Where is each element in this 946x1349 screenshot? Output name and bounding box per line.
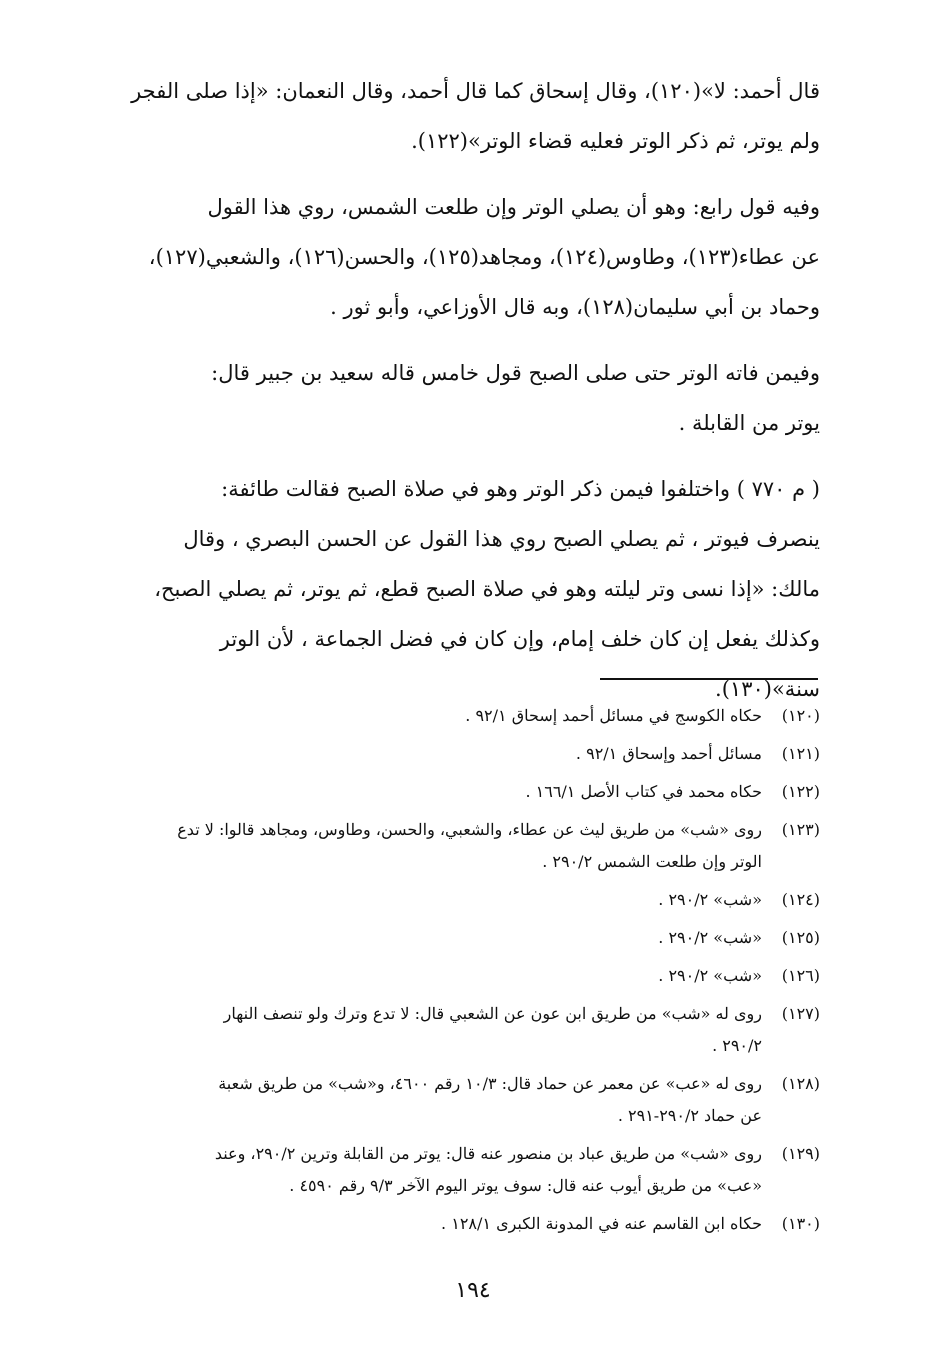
- footnote-line: روى له «شب» من طريق ابن عون عن الشعبي قال: لا تدع وترك ولو تنصف النهار: [223, 1004, 762, 1023]
- footnote-text: [118, 814, 762, 878]
- footnote: [118, 922, 820, 954]
- footnote: [118, 1138, 820, 1202]
- footnote: [118, 884, 820, 916]
- footnote-text: [118, 1068, 762, 1132]
- footnote-text: [118, 998, 762, 1062]
- footnote-number: (١٢١): [781, 744, 820, 763]
- footnote: [118, 998, 820, 1062]
- paragraph-2: [118, 182, 820, 332]
- text-line: ولم يوتر، ثم ذكر الوتر فعليه قضاء الوتر»(١٢٢).: [411, 129, 820, 153]
- paragraph-1: [118, 66, 820, 166]
- main-text: [118, 66, 820, 730]
- footnote-number: (١٣٠): [781, 1214, 820, 1233]
- footnote: [118, 1068, 820, 1132]
- text-line: وحماد بن أبي سليمان(١٢٨)، وبه قال الأوزاعي، وأبو ثور .: [330, 295, 820, 319]
- text-line: عن عطاء(١٢٣)، وطاوس(١٢٤)، ومجاهد(١٢٥)، والحسن(١٢٦)، والشعبي(١٢٧)،: [148, 245, 820, 269]
- footnote-text: [118, 738, 762, 770]
- footnote-line: حكاه ابن القاسم عنه في المدونة الكبرى ١٢٨/١ .: [441, 1214, 762, 1233]
- footnote-line: روى له «عب» عن معمر عن حماد قال: ١٠/٣ رقم ٤٦٠٠، و«شب» من طريق شعبة: [218, 1074, 762, 1093]
- footnote-line: ٢٩٠/٢ .: [712, 1036, 762, 1055]
- text-line: سنة»(١٣٠).: [715, 677, 820, 701]
- footnote-number: (١٢٣): [781, 820, 820, 839]
- footnote-line: مسائل أحمد وإسحاق ٩٢/١ .: [575, 744, 762, 763]
- text-line: وفيه قول رابع: وهو أن يصلي الوتر وإن طلعت الشمس، روي هذا القول: [207, 195, 820, 219]
- footnote-line: حكاه الكوسج في مسائل أحمد إسحاق ٩٢/١ .: [465, 706, 762, 725]
- footnote: [118, 776, 820, 808]
- footnote-text: [118, 960, 762, 992]
- footnote: [118, 738, 820, 770]
- footnote: [118, 700, 820, 732]
- footnote-line: «شب» ٢٩٠/٢ .: [658, 966, 762, 985]
- paragraph-4: [118, 464, 820, 714]
- page-number: ١٩٤: [455, 1278, 491, 1303]
- footnote-text: [118, 922, 762, 954]
- footnote-text: [118, 700, 762, 732]
- footnote-line: روى «شب» من طريق عباد بن منصور عنه قال: يوتر من القابلة وترين ٢٩٠/٢، وعند: [214, 1144, 762, 1163]
- footnote-number: (١٢٦): [781, 966, 820, 985]
- footnote-number: (١٢٢): [781, 782, 820, 801]
- footnote: [118, 1208, 820, 1240]
- footnote-text: [118, 1208, 762, 1240]
- footnote: [118, 814, 820, 878]
- footnote-number: (١٢٩): [781, 1144, 820, 1163]
- footnote-number: (١٢٥): [781, 928, 820, 947]
- footnote-number: (١٢٠): [781, 706, 820, 725]
- text-line: يوتر من القابلة .: [678, 411, 820, 435]
- footnote-line: «شب» ٢٩٠/٢ .: [658, 890, 762, 909]
- text-line: ( م ٧٧٠ ) واختلفوا فيمن ذكر الوتر وهو في صلاة الصبح فقالت طائفة:: [221, 477, 820, 501]
- footnotes: [118, 700, 820, 1246]
- footnote-number: (١٢٤): [781, 890, 820, 909]
- footnote-line: عن حماد ٢٩٠/٢-٢٩١ .: [617, 1106, 762, 1125]
- text-line: وفيمن فاته الوتر حتى صلى الصبح قول خامس قاله سعيد بن جبير قال:: [211, 361, 820, 385]
- footnote-line: روى «شب» من طريق ليث عن عطاء، والشعبي، والحسن، وطاوس، ومجاهد قالوا: لا تدع: [177, 820, 762, 839]
- text-line: مالك: «إذا نسى وتر ليلته وهو في صلاة الصبح قطع، ثم يوتر، ثم يصلي الصبح،: [154, 577, 820, 601]
- footnote-divider: [600, 678, 818, 680]
- footnote-line: «عب» من طريق أيوب عنه قال: سوف يوتر اليوم الآخر ٩/٣ رقم ٤٥٩٠ .: [289, 1176, 762, 1195]
- text-line: وكذلك يفعل إن كان خلف إمام، وإن كان في فضل الجماعة ، لأن الوتر: [219, 627, 820, 651]
- footnote-line: حكاه محمد في كتاب الأصل ١٦٦/١ .: [525, 782, 762, 801]
- footnote-line: «شب» ٢٩٠/٢ .: [658, 928, 762, 947]
- footnote: [118, 960, 820, 992]
- footnote-line: الوتر وإن طلعت الشمس ٢٩٠/٢ .: [542, 852, 762, 871]
- text-line: قال أحمد: لا»(١٢٠)، وقال إسحاق كما قال أحمد، وقال النعمان: «إذا صلى الفجر: [131, 79, 820, 103]
- footnote-number: (١٢٨): [781, 1074, 820, 1093]
- text-line: ينصرف فيوتر ، ثم يصلي الصبح روي هذا القول عن الحسن البصري ، وقال: [183, 527, 820, 551]
- footnote-text: [118, 1138, 762, 1202]
- footnote-text: [118, 884, 762, 916]
- footnote-text: [118, 776, 762, 808]
- footnote-number: (١٢٧): [781, 1004, 820, 1023]
- paragraph-3: [118, 348, 820, 448]
